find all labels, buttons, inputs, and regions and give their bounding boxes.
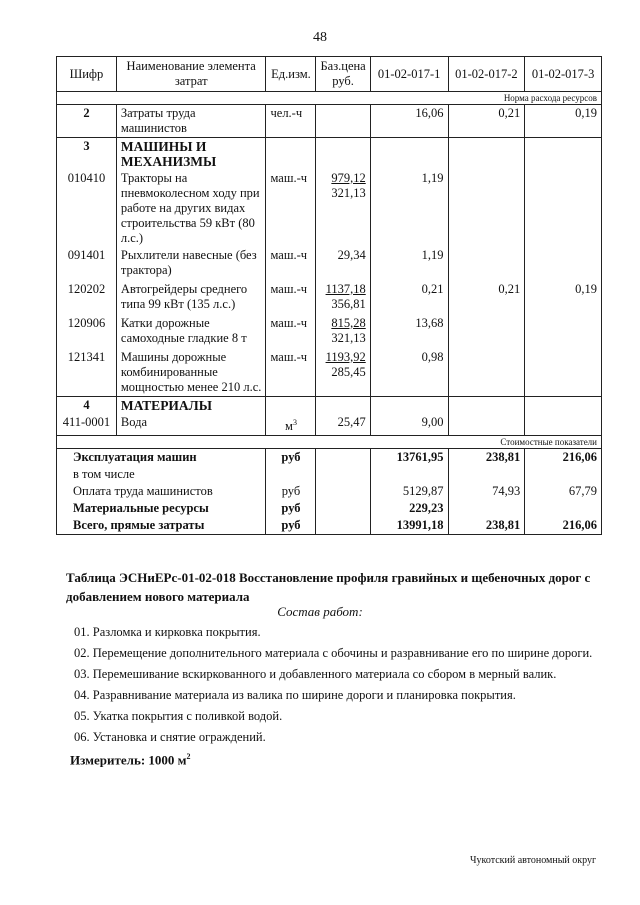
- unit-cell: маш.-ч: [266, 170, 316, 247]
- code-cell: 411-0001: [57, 414, 117, 436]
- empty-cell: [370, 138, 448, 171]
- name-cell: Рыхлители навесные (без трактора): [116, 247, 266, 281]
- table-row: [57, 281, 602, 315]
- work-item: 06. Установка и снятие ограждений.: [74, 730, 266, 744]
- name-cell: Тракторы на пневмоколесном ходу при работе на других видах строительства 59 кВт (80 л.с.): [116, 170, 266, 247]
- value-cell: 0,21: [448, 281, 525, 315]
- value-cell: [525, 170, 602, 247]
- value-cell: 74,93: [448, 483, 525, 500]
- value-cell: 5129,87: [370, 483, 448, 500]
- summary-row: [57, 466, 602, 483]
- unit-cell: руб: [266, 500, 316, 517]
- price-value: 815,28: [331, 316, 366, 330]
- unit-sup: 3: [292, 418, 297, 427]
- price-cell: [316, 466, 370, 483]
- value-cell: [448, 247, 525, 281]
- value-cell: [448, 414, 525, 436]
- value-cell: 1,19: [370, 170, 448, 247]
- page-number: 48: [313, 30, 327, 45]
- price-wage: 321,13: [331, 186, 366, 200]
- code-cell: 4: [57, 397, 117, 415]
- summary-row: [57, 500, 602, 517]
- price-cell: [316, 105, 370, 138]
- work-item: 04. Разравнивание материала из валика по ширине дороги и планировка покрытия.: [74, 688, 516, 702]
- table-caption: Таблица ЭСНиЕРс-01-02-018 Восстановление профиля гравийных и щебеночных дорог с добавлением нового материала: [66, 570, 591, 604]
- empty-cell: [525, 138, 602, 171]
- empty-cell: [316, 397, 370, 415]
- value-cell: [448, 315, 525, 349]
- name-cell: Затраты труда машинистов: [116, 105, 266, 138]
- section-title: МАШИНЫ И МЕХАНИЗМЫ: [116, 138, 266, 171]
- summary-label: Всего, прямые затраты: [57, 517, 266, 535]
- resource-table: [56, 56, 602, 535]
- meter-sup: 2: [186, 752, 191, 761]
- works-list: [74, 624, 604, 750]
- unit-cell: руб: [266, 517, 316, 535]
- value-cell: [525, 315, 602, 349]
- code-cell: 120202: [57, 281, 117, 315]
- unit-cell: маш.-ч: [266, 247, 316, 281]
- header-cell: Наименование элемента затрат: [116, 57, 266, 92]
- price-cell: [316, 517, 370, 535]
- code-cell: 121341: [57, 349, 117, 397]
- empty-cell: [448, 397, 525, 415]
- section-row: [57, 397, 602, 415]
- price-wage: 321,13: [331, 331, 366, 345]
- work-item: 03. Перемешивание вскиркованного и добавленного материала со сбором в мерный валик.: [74, 667, 557, 681]
- value-cell: [525, 500, 602, 517]
- name-cell: Вода: [116, 414, 266, 436]
- code-cell: 091401: [57, 247, 117, 281]
- empty-cell: [525, 397, 602, 415]
- value-cell: 1,19: [370, 247, 448, 281]
- price-cell: [316, 349, 370, 397]
- code-cell: 120906: [57, 315, 117, 349]
- unit-cell: [266, 466, 316, 483]
- empty-cell: [316, 138, 370, 171]
- work-item: 02. Перемещение дополнительного материала с обочины и разравнивание его по ширине дороги.: [74, 646, 593, 660]
- summary-label: Эксплуатация машин: [57, 449, 266, 467]
- value-cell: 216,06: [525, 517, 602, 535]
- empty-cell: [448, 138, 525, 171]
- value-cell: [448, 170, 525, 247]
- value-cell: 0,98: [370, 349, 448, 397]
- work-item: 05. Укатка покрытия с поливкой водой.: [74, 709, 283, 723]
- table-row: [57, 315, 602, 349]
- price-cell: [316, 449, 370, 467]
- summary-row: [57, 449, 602, 467]
- header-cell: Баз.цена руб.: [316, 57, 370, 92]
- unit-cell: маш.-ч: [266, 315, 316, 349]
- value-cell: 238,81: [448, 517, 525, 535]
- price-cell: [316, 315, 370, 349]
- header-cell: Шифр: [57, 57, 117, 92]
- band-row: [57, 436, 602, 449]
- summary-label: в том числе: [57, 466, 266, 483]
- table-row: [57, 170, 602, 247]
- value-cell: 67,79: [525, 483, 602, 500]
- value-cell: [448, 500, 525, 517]
- price-value: 979,12: [331, 171, 366, 185]
- table-row: [57, 247, 602, 281]
- price-cell: [316, 247, 370, 281]
- value-cell: [525, 247, 602, 281]
- unit-cell: маш.-ч: [266, 349, 316, 397]
- code-cell: 010410: [57, 170, 117, 247]
- code-cell: 2: [57, 105, 117, 138]
- summary-label: Оплата труда машинистов: [57, 483, 266, 500]
- empty-cell: [266, 138, 316, 171]
- unit-cell: [266, 414, 316, 436]
- value-cell: 216,06: [525, 449, 602, 467]
- header-cell: 01-02-017-3: [525, 57, 602, 92]
- name-cell: Машины дорожные комбинированные мощностью менее 210 л.с.: [116, 349, 266, 397]
- value-cell: 13,68: [370, 315, 448, 349]
- summary-label: Материальные ресурсы: [57, 500, 266, 517]
- work-item: 01. Разломка и кирковка покрытия.: [74, 625, 261, 639]
- name-cell: Автогрейдеры среднего типа 99 кВт (135 л.с.): [116, 281, 266, 315]
- band-row: [57, 92, 602, 105]
- price-cell: [316, 483, 370, 500]
- price-value: 1137,18: [325, 282, 366, 296]
- price-cell: 25,47: [316, 414, 370, 436]
- name-cell: Катки дорожные самоходные гладкие 8 т: [116, 315, 266, 349]
- band-cost: Стоимостные показатели: [57, 436, 602, 449]
- value-cell: [525, 349, 602, 397]
- meter-label: [70, 752, 191, 768]
- works-title: Состав работ:: [277, 604, 363, 619]
- header-cell: 01-02-017-2: [448, 57, 525, 92]
- empty-cell: [370, 397, 448, 415]
- value-cell: 0,21: [370, 281, 448, 315]
- value-cell: [525, 466, 602, 483]
- price-wage: 285,45: [331, 365, 366, 379]
- value-cell: 9,00: [370, 414, 448, 436]
- unit-text: м: [285, 419, 293, 434]
- value-cell: 0,21: [448, 105, 525, 138]
- table-header-row: [57, 57, 602, 92]
- value-cell: 229,23: [370, 500, 448, 517]
- empty-cell: [266, 397, 316, 415]
- price-value: 29,34: [337, 248, 366, 262]
- unit-cell: руб: [266, 449, 316, 467]
- section-row: [57, 138, 602, 171]
- code-cell: 3: [57, 138, 117, 171]
- unit-cell: маш.-ч: [266, 281, 316, 315]
- value-cell: 0,19: [525, 105, 602, 138]
- price-cell: [316, 170, 370, 247]
- band-norm: Норма расхода ресурсов: [57, 92, 602, 105]
- unit-cell: чел.-ч: [266, 105, 316, 138]
- price-wage: 356,81: [331, 297, 366, 311]
- meter-text: Измеритель: 1000 м: [70, 752, 187, 768]
- value-cell: 0,19: [525, 281, 602, 315]
- value-cell: [448, 349, 525, 397]
- table-row: [57, 349, 602, 397]
- table-row: [57, 414, 602, 436]
- value-cell: [448, 466, 525, 483]
- value-cell: 13761,95: [370, 449, 448, 467]
- price-cell: [316, 500, 370, 517]
- section-title: МАТЕРИАЛЫ: [116, 397, 266, 415]
- header-cell: Ед.изм.: [266, 57, 316, 92]
- table-row: [57, 105, 602, 138]
- value-cell: [370, 466, 448, 483]
- value-cell: [525, 414, 602, 436]
- summary-row: [57, 483, 602, 500]
- summary-row: [57, 517, 602, 535]
- value-cell: 13991,18: [370, 517, 448, 535]
- header-cell: 01-02-017-1: [370, 57, 448, 92]
- value-cell: 238,81: [448, 449, 525, 467]
- price-cell: [316, 281, 370, 315]
- price-value: 1193,92: [325, 350, 366, 364]
- value-cell: 16,06: [370, 105, 448, 138]
- unit-cell: руб: [266, 483, 316, 500]
- footer-region: Чукотский автономный округ: [470, 855, 597, 866]
